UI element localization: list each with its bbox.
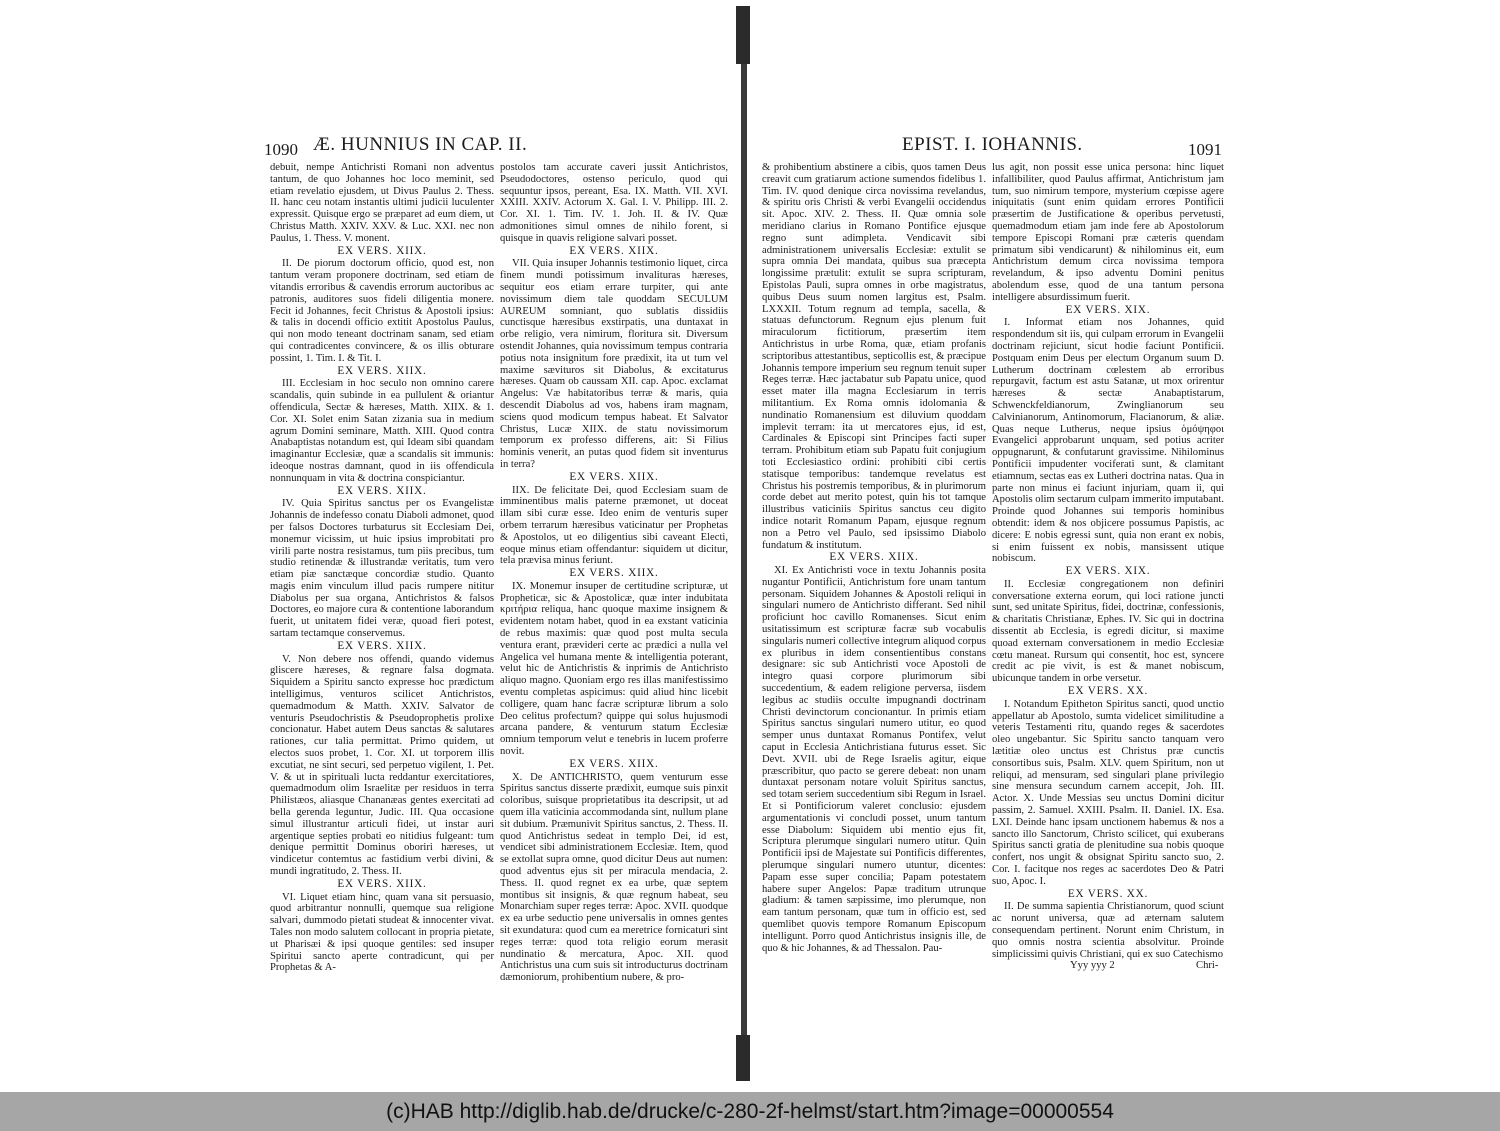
section-heading: EX VERS. XIIX. bbox=[829, 551, 919, 564]
right-column-2 bbox=[992, 162, 1224, 960]
left-column-2 bbox=[500, 162, 728, 984]
left-running-head: Æ. HUNNIUS IN CAP. II. bbox=[313, 134, 528, 155]
section-heading: EX VERS. XIIX. bbox=[569, 757, 659, 770]
paragraph: debuit, nempe Antichristi Romani non adventus tantum, de quo Johannes hoc loco meminit, sed etiam revelatio ejusdem, ut Divus Paulus 2. Thess. II. hanc ceu notam instantis ultimi judicii luculenter expressit. Quisque ergo se præparet ad eum diem, ut Christus Matth. XXIV. XXV. & Luc. XXI. nec non Paulus, 1. Thess. V. monent. bbox=[270, 162, 494, 244]
section-heading: EX VERS. XIIX. bbox=[337, 244, 427, 257]
section-heading: EX VERS. XIIX. bbox=[337, 877, 427, 890]
right-column-1 bbox=[762, 162, 986, 954]
section-heading: EX VERS. XIIX. bbox=[569, 470, 659, 483]
paragraph: VII. Quia insuper Johannis testimonio liquet, circa finem mundi potissimum invalituras hæreses, sequitur eos etiam errare turpiter, qui ante novissimum diem tale quoddam SECULUM AUREUM somniant, quo sublatis dissidiis cunctisque hæresibus exstirpatis, una duntaxat in orbe religio, vera nimirum, floritura sit. Diversum ostendit Johannes, quia novissimum tempus contraria potius nota insignitum fore prædixit, ita ut tum vel maxime sævituros sit Diabolus, & excitaturus hæreses. Quam ob caussam XII. cap. Apoc. exclamat Angelus: Væ habitatoribus terræ & maris, quia descendit Diabolus ad vos, habens iram magnam, sciens quod modicum tempus habeat. Et Salvator Christus, Lucæ XIIX. de statu novissimorum temporum ex professo differens, ait: Si Filius hominis venerit, an putas quod fidem sit inventurus in terra? bbox=[500, 258, 728, 470]
gutter-shadow-bottom bbox=[736, 1035, 750, 1081]
section-heading: EX VERS. XIX. bbox=[1065, 303, 1151, 316]
section-heading: EX VERS. XIIX. bbox=[337, 364, 427, 377]
section-heading: EX VERS. XIIX. bbox=[337, 639, 427, 652]
signature-mark: Yyy yyy 2 bbox=[1070, 960, 1115, 971]
paragraph: IIX. De felicitate Dei, quod Ecclesiam suam de imminentibus malis paterne præmonet, ut doceat illam sibi curæ esse. Ideo enim de venturis super orbem terrarum hæresibus vaticinatur per Prophetas & Apostolos, ut eo diligentius sibi caveant Electi, eoque minus etiam offendantur: siquidem ut dicitur, tela prævisa minus feriunt. bbox=[500, 484, 728, 567]
right-page bbox=[744, 0, 1500, 1092]
paragraph: II. De piorum doctorum officio, quod est, non tantum veram proponere doctrinam, sed etiam de vitandis erroribus & cavendis errorum auctoribus ac patronis, auditores suos fideli diligentia monere. Fecit id Johannes, fecit Christus & Apostoli ipsius: & talis in docendi officio extitit Apostolus Paulus, qui non modo teneant doctrinam sanam, sed etiam qui contradicentes convincere, & os illis obturare possint, 1. Tim. I. & Tit. I. bbox=[270, 258, 494, 364]
left-column-1 bbox=[270, 162, 494, 974]
section-heading: EX VERS. XIIX. bbox=[569, 244, 659, 257]
left-page-number: 1090 bbox=[264, 140, 298, 159]
paragraph: IX. Monemur insuper de certitudine scripturæ, ut Propheticæ, sic & Apostolicæ, quæ inter indubitata κριτήρια reliqua, hanc quoque maxime insignem & evidentem notam habet, quod in ea exstant vaticinia de rebus maximis: quæ quod post multa secula ventura erant, prævideri certe ac prædici a nulla vel Angelica vel humana mente & intelligentia poterant, velut hic de Antichristis & inprimis de Antichristo aliquo magno. Quoniam ergo res illas manifestissimo eventu completas aspicimus: quid aliud hinc licebit colligere, quam hanc facræ scripturæ librum a solo Deo celitus profectum? quippe qui solus hujusmodi arcana pandere, & venturum statum Ecclesiæ omnium temporum velut e tenebris in lucem proferre novit. bbox=[500, 580, 728, 758]
paragraph: I. Notandum Epitheton Spiritus sancti, quod unctio appellatur ab Apostolo, sumta videlicet similitudine a veteris Testamenti ritu, quando reges & sacerdotes oleo ungebantur. Sic Spiritu sancto tanquam vero lætitiæ oleo unctus est Christus præ cunctis consortibus suis, Psalm. XLV. quem Spiritum, non ut reliqui, ad mensuram, sed singulari plane privilegio sine mensura secundum carnem accepit, Joh. III. Actor. X. Unde Messias seu unctus Domini dicitur passim, 2. Samuel. XXIII. Psalm. II. Daniel. IX. Esa. LXI. Deinde hanc ipsam unctionem habemus & nos a sancto illo Sanctorum, Christo scilicet, qui exuberans Spiritus sancti gratia de plenitudine sua nobis quoque confert, nos ungit & obsignat Spiritu sancto suo, 2. Cor. I. facitque nos reges ac sacerdotes Deo & Patri suo, Apoc. I. bbox=[992, 698, 1224, 887]
paragraph: III. Ecclesiam in hoc seculo non omnino carere scandalis, quin subinde in ea pullulent & oriantur offendicula, Sectæ & hæreses, Matth. XIIX. & 1. Cor. XI. Solet enim Satan zizania sua in medium agrum Domini seminare, Matth. XIII. Quod contra Anabaptistas notandum est, qui Ideam sibi quandam imaginantur Ecclesiæ, quæ a scandalis sit immunis: ideoque nostras damnant, quod in iis offendicula nonnunquam in vita & doctrina conspiciantur. bbox=[270, 378, 494, 484]
section-heading: EX VERS. XX. bbox=[1067, 685, 1149, 698]
gutter-line bbox=[741, 64, 747, 1049]
section-heading: EX VERS. XIIX. bbox=[337, 484, 427, 497]
section-heading: EX VERS. XX. bbox=[1067, 887, 1149, 900]
paragraph: X. De ANTICHRISTO, quem venturum esse Spiritus sanctus disserte prædixit, eumque suis pinxit coloribus, suisque proprietatibus ita descripsit, ut ad quem illa vaticinia accommodanda sint, nullum plane sit dubium. Præmunivit Spiritus sanctus, 2. Thess. II. quod Antichristus sedeat in templo Dei, id est, vendicet sibi administrationem Ecclesiæ. Item, quod se extollat supra omne, quod dicitur Deus aut numen: quod adventus ejus sit per miracula mendacia, 2. Thess. II. quod regnet ex ea urbe, quæ septem montibus sit insignis, & quæ regnum habeat, seu Monarchiam super reges terræ: Apoc. XVII. quodque ex ea urbe seductio pene universalis in omnes gentes sit exundatura: quod cum ea meretrice fornicaturi sint reges terræ: quod tota religio eorum merasit nundinatio & mercatura, Apoc. XII. quod Antichristus una cum suis sit introducturus doctrinam dæmoniorum, prohibentium nubere, & pro- bbox=[500, 771, 728, 984]
paragraph: IV. Quia Spiritus sanctus per os Evangelistæ Johannis de indefesso conatu Diaboli admonet, quod per falsos Doctores turbaturus sit Ecclesiam Dei, monemur vicissim, ut huic ipsius improbitati pro virili parte nostra resistamus, tum piis precibus, tum studio retinendæ & illustrandæ veritatis, tum vero etiam piæ sanctæque concordiæ studio. Quanto magis enim vinculum illud pacis rumpere nititur Diabolus per sua organa, Antichristos & falsos Doctores, eo majore cura & contentione laborandum fuerit, ut unitatem fidei veræ, quoad fieri potest, sartam tectamque conservemus. bbox=[270, 498, 494, 640]
paragraph: & prohibentium abstinere a cibis, quos tamen Deus creavit cum gratiarum actione sumendos fidelibus 1. Tim. IV. quod denique circa novissima revelandus, & spiritu oris Christi & verbi Evangelii occidendus sit. Apoc. XIV. 2. Thess. II. Quæ omnia sole meridiano clarius in Romano Pontifice ejusque regno sunt adimpleta. Vendicavit sibi administrationem universalis Ecclesiæ: extulit se supra omnia Dei mandata, quibus sua præcepta longissime prætulit: extulit se supra scripturam, Epistolas Pauli, supra omnes in orbe magistratus, quibus Deus suum nomen largitus est, Psalm. LXXXII. Totum regnum ad templa, sacella, & statuas defunctorum. Regnum ejus plenum fuit miraculorum fictitiorum, præsertim item Antichristus in urbe Roma, quæ, etiam profanis scriptoribus attestantibus, septicollis est, & præcipue Johannis tempore imperium seu regnum tenuit super Reges terræ. Hæc jactabatur sub Papatu unice, quod esset mater illa magna Ecclesiarum in terris militantium. Ex Roma omnis idolomania & nundinatio Romanensium est diluvium quoddam implevit terram: ita ut mercatores ejus, id est, Cardinales & Episcopi sint Principes facti super terram. Prohibitum etiam sub Papatu fuit conjugium toti Ecclesiastico ordini: prohibiti cibi certis statisque temporibus: tandemque revelatus est Christus his postremis temporibus, & in plurimorum corde debet aut merito potest, quin his tot tamque illustribus vaticiniis Spiritus sanctus ceu digito indice notarit Romanum Papam, ejusque regnum non a Petro vel Paulo, sed ipsissimo Diabolo fundatum & institutum. bbox=[762, 162, 986, 551]
paragraph: V. Non debere nos offendi, quando videmus gliscere hæreses, & regnare falsa dogmata. Siquidem a Spiritu sancto expresse hoc prædictum intelligimus, venturos scilicet Antichristos, quemadmodum & Matth. XXIV. Salvator de venturis Pseudochristis & Pseudoprophetis prolixe concionatur. Habet autem Deus sanctas & salutares rationes, cur talia permittat. Primo quidem, ut electos suos probet, 1. Cor. XI. ut torporem illis excutiat, ne sint securi, sed perpetuo vigilent, 1. Pet. V. & ut in spirituali lucta reddantur exercitatiores, quemadmodum olim Israelitæ per residuos in terra Philistæos, aliasque Chananæas gentes exercitati ad bella gerenda leguntur, Judic. III. Qua occasione simul illustrantur articuli fidei, ut instar auri argentique septies probati eo nitidius fulgeant: tum denique permittit Dominus oboriri hæreses, ut vindicetur contemtus ac fastidium verbi divini, & mundi ingratitudo, 2. Thess. II. bbox=[270, 653, 494, 878]
paragraph: II. Ecclesiæ congregationem non definiri conversatione externa eorum, qui loci ratione juncti sunt, sed unitate Spiritus, fidei, doctrinæ, confessionis, & charitatis Christianæ, Ephes. IV. Sic qui in doctrina dissentit ab Ecclesia, is egredi dicitur, si maxime quoad externam conversationem in medio Ecclesiæ cœtu maneat. Rursum qui consentit, hoc est, syncere credit ac pie vivit, is est & manet nobiscum, ubicunque tandem in orbe versetur. bbox=[992, 578, 1224, 685]
paragraph: postolos tam accurate caveri jussit Antichristos, Pseudodoctores, ostenso periculo, quod qui sequuntur ipsos, pereant, Esa. IX. Matth. VII. XVI. XXIII. XXIV. Actorum X. Gal. I. V. Philipp. III. 2. Cor. XI. 1. Tim. IV. 1. Joh. II. & IV. Quæ admonitiones simul omnes de nihilo forent, si quisque in quavis religione salvari posset. bbox=[500, 162, 728, 244]
catchword: Chri- bbox=[1196, 960, 1219, 971]
copyright-footer: (c)HAB http://diglib.hab.de/drucke/c-280-2f-helmst/start.htm?image=00000554 bbox=[0, 1092, 1500, 1131]
right-page-number: 1091 bbox=[1188, 140, 1222, 159]
section-heading: EX VERS. XIX. bbox=[1065, 565, 1151, 578]
paragraph: XI. Ex Antichristi voce in textu Johannis posita nugantur Pontificii, Antichristum fore unam tantum personam. Siquidem Johannes & Apostoli reliqui in singulari numero de Antichristo differant. Sed nihil proficiunt hoc cavillo Romanenses. Sicut enim usitatissimum est scripturæ facræ sub vocabulis singularis numeri collective integrum aliquod corpus ex pluribus in idem consentientibus constans designare: sic sub Antichristi voce Apostoli de integro quasi corpore plurimorum sibi succedentium, & eadem religione perversa, iisdem legibus ac studiis occulte impugnandi doctrinam Christi devinctorum concionantur. In primis etiam Spiritus sanctus singulari numero utitur, eo quod semper unus duntaxat Romanus Pontifex, velut caput in Ecclesia Antichristiana futurus esset. Sic Devt. XVII. ubi de Rege Israelis agitur, eique præscribitur, quo pacto se gerere debeat: non unam duntaxat personam notare voluit Spiritus sanctus, sed totam seriem succedentium sibi Regum in Israel. Et si Pontificiorum valeret conclusio: ejusdem argumentationis vi concludi posset, unum tantum esse Diabolum: Siquidem ubi mentio ejus fit, Scriptura plerumque singulari numero utitur. Quin Pontificii ipsi de Majestate sui Pontificis differentes, plerumque singulari numero utuntur, dicentes: Papam esse super concilia; Papam potestatem habere super Angelos: Papæ traditum utrunque gladium: & tamen sæpissime, imo plerumque, non eam tantum personam, quæ tum in officio est, sed quemlibet quovis tempore Romanum Episcopum intelligunt. Porro quod Antichristus insignis ille, de quo & hic Johannes, & ad Thessalon. Pau- bbox=[762, 565, 986, 954]
section-heading: EX VERS. XIIX. bbox=[569, 567, 659, 580]
paragraph: II. De summa sapientia Christianorum, quod sciunt ac norunt universa, quæ ad æternam salutem consequendam pertinent. Norunt enim Christum, in quo omnis nostra scientia absolvitur. Proinde simplicissimi quivis Christiani, qui ex suo Catechismo bbox=[992, 901, 1224, 960]
gutter-shadow-top bbox=[736, 6, 750, 64]
paragraph: VI. Liquet etiam hinc, quam vana sit persuasio, quod arbitrantur nonnulli, quemque sua religione salvari, dummodo pietati studeat & innocenter vivat. Tales non modo salutem collocant in propria pietate, ut Pharisæi & ipsi quoque gentiles: sed insuper Spiritui sancto aperte contradicunt, qui per Prophetas & A- bbox=[270, 891, 494, 974]
paragraph: lus agit, non possit esse unica persona: hinc liquet infallibiliter, quod Paulus affirmat, Antichristum jam tum, suo nimirum tempore, mysterium cœpisse agere iniquitatis (sunt enim quidam errores Pontificii præsertim de Justificatione & operibus pervetusti, quemadmodum etiam jam inde fere ab Apostolorum tempore Episcopi Romani præ cæteris quendam primatum sibi vendicarunt) & nihilominus eit, eum Antichristum demum circa novissima tempora revelandum, & ipso adventu Domini penitus abolendum esse, quod de una tantum persona intelligere absurdissimum fuerit. bbox=[992, 162, 1224, 303]
paragraph: I. Informat etiam nos Johannes, quid respondendum sit iis, qui culpam errorum in Evangelii doctrinam rejiciunt, sicut hodie faciunt Pontificii. Postquam enim Deus per electum Organum suum D. Lutherum doctrinam cœlestem ab erroribus repurgavit, factum est astu Satanæ, ut mox orirentur hæreses & sectæ Anabaptistarum, Schwenckfeldianorum, Zwinglianorum seu Calvinianorum, Antinomorum, Flacianorum, & aliæ. Quas neque Lutherus, neque ipsius ὁμόψηφοι Evangelici approbarunt unquam, sed potius acriter oppugnarunt, & confutarunt gravissime. Nihilominus Pontificii impudenter vociferati sunt, & clamitant etiamnum, sectas eas ex Lutheri doctrina natas. Qua in parte non minus ei faciunt injuriam, quam ii, qui Apostolis olim sectarum culpam immerito imputabant. Proinde quod Johannes sui temporis hominibus obtendit: idem & nos objicere possumus Papistis, ac dicere: E nobis egressi sunt, quia non erant ex nobis, si enim fuissent ex nobis, mansissent utique nobiscum. bbox=[992, 317, 1224, 565]
right-running-head: EPIST. I. IOHANNIS. bbox=[902, 134, 1083, 155]
left-page bbox=[0, 0, 744, 1092]
